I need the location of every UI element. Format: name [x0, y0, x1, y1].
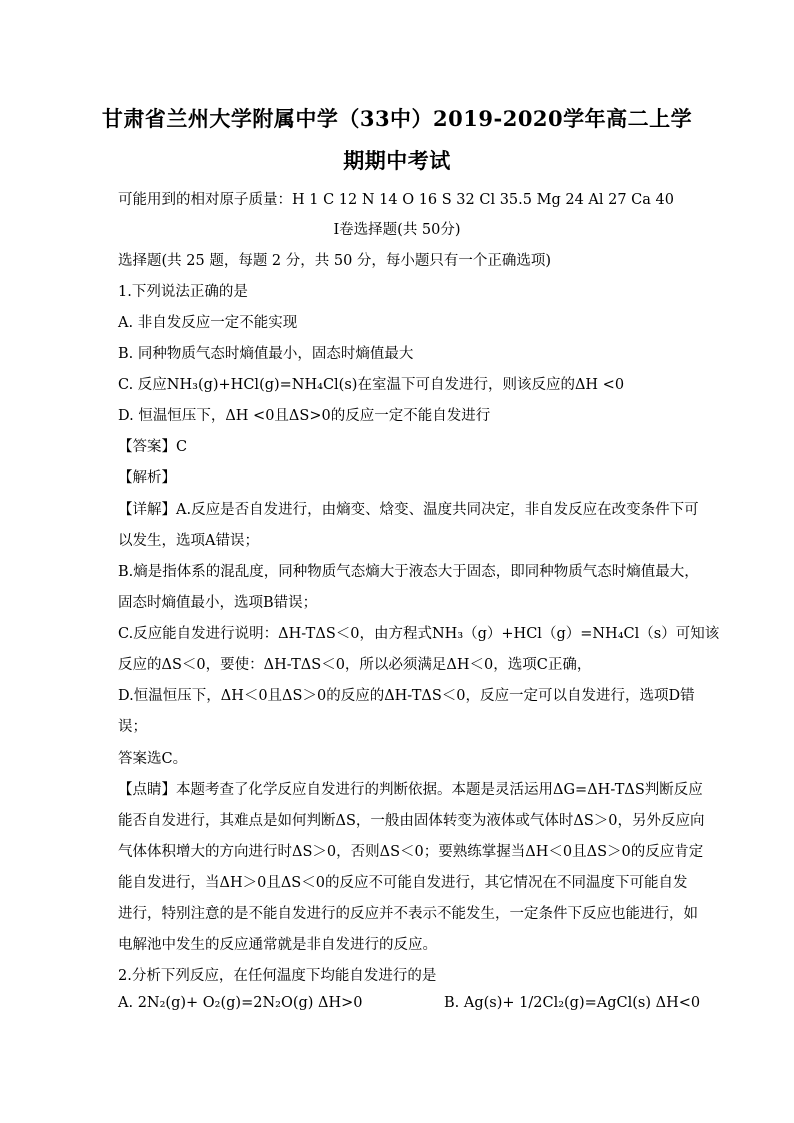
explanation-c-line-1: C.反应能自发进行说明：ΔH-TΔS＜0，由方程式NH₃（g）+HCl（g）=NH₄Cl（s）可知该: [118, 626, 720, 642]
explanation-d-line-1: D.恒温恒压下，ΔH＜0且ΔS＞0的反应的ΔH-TΔS＜0，反应一定可以自发进行，选项D错: [118, 688, 695, 704]
comment-line-3: 气体体积增大的方向进行时ΔS＞0，否则ΔS＜0；要熟练掌握当ΔH＜0且ΔS＞0的反应肯定: [118, 844, 704, 860]
section-heading: I卷选择题(共 50分): [333, 222, 461, 238]
comment-line-1: 【点睛】本题考查了化学反应自发进行的判断依据。本题是灵活运用ΔG=ΔH-TΔS判断反应: [118, 782, 703, 798]
question-1-option-b: B. 同种物质气态时熵值最小，固态时熵值最大: [118, 346, 414, 362]
question-1-option-d: D. 恒温恒压下，ΔH <0且ΔS>0的反应一定不能自发进行: [118, 408, 491, 424]
comment-line-5: 进行，特别注意的是不能自发进行的反应并不表示不能发生，一定条件下反应也能进行，如: [118, 906, 698, 922]
explanation-c-line-2: 反应的ΔS＜0，要使：ΔH-TΔS＜0，所以必须满足ΔH＜0，选项C正确，: [118, 657, 592, 673]
detail-line-2: 以发生，选项A错误；: [118, 533, 259, 549]
explanation-b-line-2: 固态时熵值最小，选项B错误；: [118, 595, 318, 611]
analysis-heading: 【解析】: [118, 470, 176, 486]
question-1-option-c: C. 反应NH₃(g)+HCl(g)=NH₄Cl(s)在室温下可自发进行，则该反应的ΔH <0: [118, 377, 625, 393]
document-title-line-1: 甘肃省兰州大学附属中学（33中）2019-2020学年高二上学: [101, 106, 693, 131]
question-2-stem: 2.分析下列反应，在任何温度下均能自发进行的是: [118, 968, 437, 984]
detail-line-1: 【详解】A.反应是否自发进行，由熵变、焓变、温度共同决定，非自发反应在改变条件下可: [118, 502, 699, 518]
comment-line-6: 电解池中发生的反应通常就是非自发进行的反应。: [118, 937, 437, 953]
explanation-b-line-1: B.熵是指体系的混乱度，同种物质气态熵大于液态大于固态，即同种物质气态时熵值最大，: [118, 564, 699, 580]
document-title-line-2: 期期中考试: [343, 148, 451, 173]
comment-line-4: 能自发进行，当ΔH＞0且ΔS＜0的反应不可能自发进行，其它情况在不同温度下可能自发: [118, 875, 688, 891]
question-1-stem: 1.下列说法正确的是: [118, 284, 248, 300]
answer-label: 【答案】C: [118, 439, 188, 455]
question-1-option-a: A. 非自发反应一定不能实现: [118, 315, 298, 331]
instruction-text: 选择题(共 25 题，每题 2 分，共 50 分，每小题只有一个正确选项): [118, 253, 552, 269]
question-2-option-a: A. 2N₂(g)+ O₂(g)=2N₂O(g) ΔH>0: [118, 995, 363, 1011]
question-2-option-b: B. Ag(s)+ 1/2Cl₂(g)=AgCl(s) ΔH<0: [444, 995, 701, 1011]
atomic-mass-note: 可能用到的相对原子质量：H 1 C 12 N 14 O 16 S 32 Cl 35.5 Mg 24 Al 27 Ca 40: [118, 192, 674, 208]
explanation-d-line-2: 误；: [118, 719, 147, 735]
conclusion-text: 答案选C。: [118, 751, 188, 767]
comment-line-2: 能否自发进行，其难点是如何判断ΔS，一般由固体转变为液体或气体时ΔS＞0，另外反应向: [118, 813, 705, 829]
